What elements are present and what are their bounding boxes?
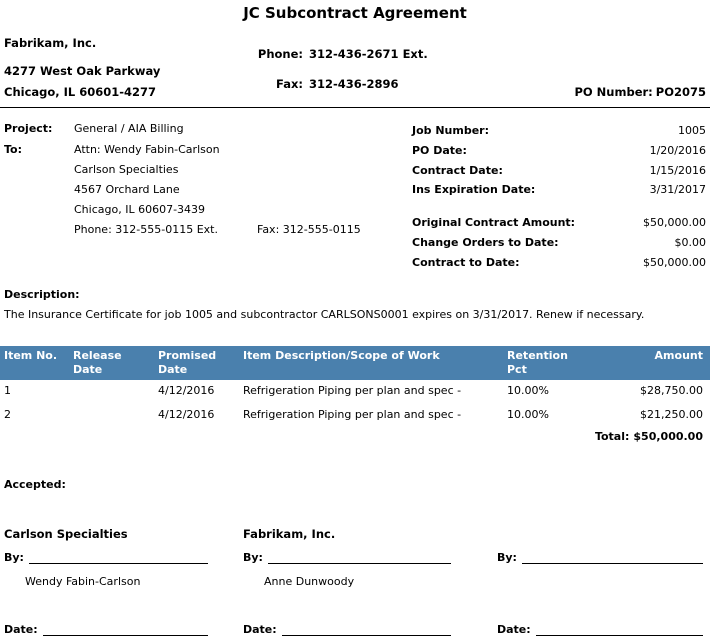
cell-item-no: 2 (4, 408, 11, 421)
fax-label: Fax: (276, 77, 303, 91)
to-address: 4567 Orchard Lane (74, 183, 180, 196)
signature-block-subcontractor (4, 527, 208, 639)
signature-date-row (243, 623, 451, 636)
cell-amount: $28,750.00 (640, 384, 703, 397)
column-header-description: Item Description/Scope of Work (243, 349, 440, 362)
phone-value: 312-436-2671 Ext. (309, 47, 428, 61)
po-number (574, 85, 706, 99)
contract-to-date-value: $50,000.00 (643, 256, 706, 269)
date-label: Date: (4, 623, 38, 636)
signature-line (29, 552, 208, 564)
po-date-label: PO Date: (412, 144, 467, 157)
change-orders-value: $0.00 (674, 236, 706, 249)
cell-description: Refrigeration Piping per plan and spec - (243, 408, 462, 421)
company-address-line1: 4277 West Oak Parkway (4, 64, 161, 78)
by-label: By: (243, 551, 263, 564)
to-phone: Phone: 312-555-0115 Ext. (74, 223, 218, 236)
accepted-label: Accepted: (4, 478, 66, 491)
po-number-label: PO Number: (574, 85, 653, 99)
table-total (0, 430, 710, 443)
date-line (43, 624, 208, 636)
cell-amount: $21,250.00 (640, 408, 703, 421)
cell-description: Refrigeration Piping per plan and spec - (243, 384, 462, 397)
cell-retention-pct: 10.00% (507, 408, 549, 421)
signature-line (522, 552, 703, 564)
date-line (282, 624, 451, 636)
to-city: Chicago, IL 60607-3439 (74, 203, 206, 216)
cell-retention-pct: 10.00% (507, 384, 549, 397)
contract-date-label: Contract Date: (412, 164, 503, 177)
to-label: To: (4, 143, 22, 156)
by-label: By: (497, 551, 517, 564)
job-number-label: Job Number: (412, 124, 490, 137)
cell-release-date (73, 384, 158, 397)
to-company: Carlson Specialties (74, 163, 179, 176)
column-header-amount: Amount (654, 349, 703, 362)
job-number-value: 1005 (678, 124, 706, 137)
column-header-promised-date: Promised Date (158, 349, 217, 376)
table-row (0, 384, 710, 397)
column-header-item-no: Item No. (4, 349, 58, 362)
signature-date-row (4, 623, 208, 636)
fax-value: 312-436-2896 (309, 77, 399, 91)
to-attn: Attn: Wendy Fabin-Carlson (74, 143, 220, 156)
table-row (0, 408, 710, 421)
items-table-header (0, 346, 710, 380)
cell-release-date (73, 408, 158, 421)
project-label: Project: (4, 122, 53, 135)
description-text: The Insurance Certificate for job 1005 and subcontractor CARLSONS0001 expires on 3/31/2017. Renew if necessary. (4, 308, 645, 321)
company-phone-row (230, 47, 460, 61)
po-date-value: 1/20/2016 (649, 144, 706, 157)
phone-label: Phone: (257, 47, 303, 61)
contract-date-value: 1/15/2016 (649, 164, 706, 177)
header-divider (0, 107, 710, 108)
contract-to-date-label: Contract to Date: (412, 256, 520, 269)
date-label: Date: (497, 623, 531, 636)
signature-company-name: Fabrikam, Inc. (243, 527, 336, 541)
column-header-release-date: Release Date (73, 349, 122, 376)
po-number-value: PO2075 (655, 85, 706, 99)
cell-promised-date: 4/12/2016 (158, 384, 215, 397)
cell-promised-date: 4/12/2016 (158, 408, 215, 421)
signature-date-row (497, 623, 703, 636)
original-contract-amount-value: $50,000.00 (643, 216, 706, 229)
signature-by-row (243, 551, 451, 564)
signer-name: Wendy Fabin-Carlson (25, 575, 141, 588)
signature-company-name: Carlson Specialties (4, 527, 128, 541)
to-fax: Fax: 312-555-0115 (257, 223, 361, 236)
signature-line (268, 552, 451, 564)
company-address-line2: Chicago, IL 60601-4277 (4, 85, 157, 99)
company-name: Fabrikam, Inc. (4, 36, 97, 50)
ins-expiration-date-value: 3/31/2017 (649, 183, 706, 196)
description-label: Description: (4, 288, 80, 301)
signature-block-contractor (243, 527, 451, 639)
signature-by-row (497, 551, 703, 564)
signature-block-extra (497, 527, 703, 639)
signature-by-row (4, 551, 208, 564)
by-label: By: (4, 551, 24, 564)
signer-name: Anne Dunwoody (264, 575, 355, 588)
cell-item-no: 1 (4, 384, 11, 397)
project-value: General / AIA Billing (74, 122, 184, 135)
report-title: JC Subcontract Agreement (243, 4, 467, 22)
original-contract-amount-label: Original Contract Amount: (412, 216, 576, 229)
total-label: Total: (594, 430, 630, 443)
company-fax-row (230, 77, 460, 91)
change-orders-label: Change Orders to Date: (412, 236, 559, 249)
ins-expiration-date-label: Ins Expiration Date: (412, 183, 536, 196)
date-line (536, 624, 703, 636)
column-header-retention-pct: Retention Pct (507, 349, 568, 376)
total-value: $50,000.00 (633, 430, 703, 443)
date-label: Date: (243, 623, 277, 636)
